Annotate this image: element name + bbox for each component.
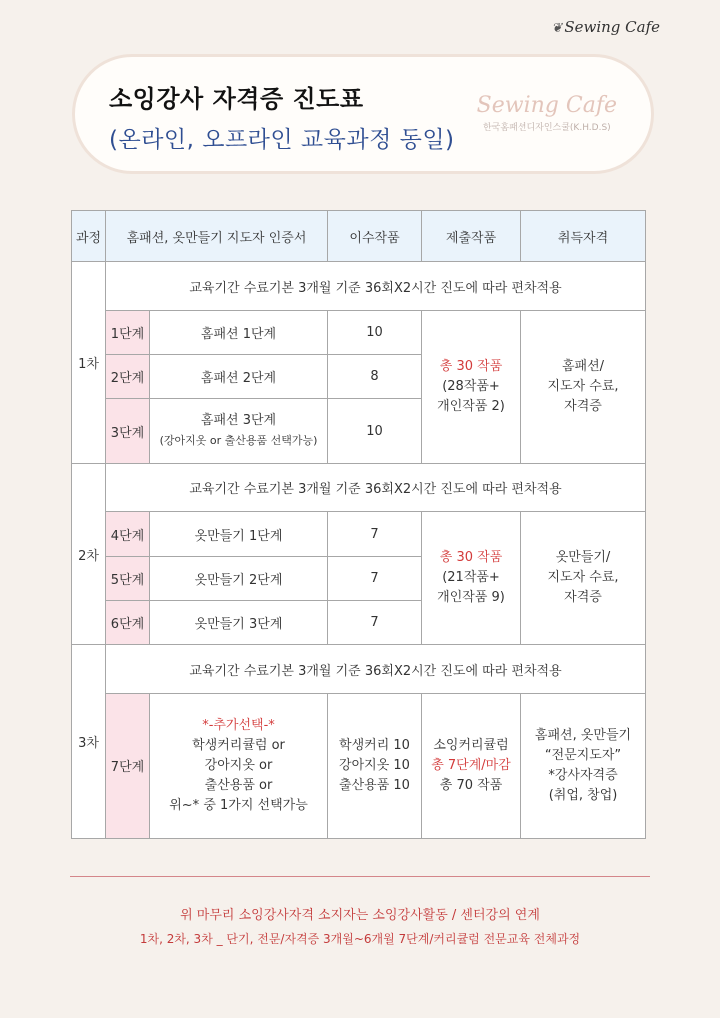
work-count-line: 학생커리 10: [339, 737, 410, 753]
submitted-detail: 개인작품 2): [437, 398, 505, 414]
certification-line: “전문지도자”: [544, 747, 622, 763]
step-label: 1단계: [106, 310, 150, 354]
curriculum-table: [71, 210, 646, 839]
table-row: [72, 512, 646, 556]
course-note: (강아지옷 or 출산용품 선택가능): [159, 434, 318, 448]
certification-line: 지도자 수료,: [547, 378, 619, 394]
work-count: 10: [328, 310, 422, 354]
submitted-detail: (28작품+: [442, 378, 500, 394]
header-course: 홈패션, 옷만들기 지도자 인증서: [106, 211, 328, 262]
work-count: 7: [328, 512, 422, 556]
course-name: 홈패션 1단계: [150, 310, 328, 354]
course-option: 강아지옷 or: [204, 757, 273, 773]
submitted-line: 소잉커리큘럼: [433, 737, 509, 753]
work-count: 7: [328, 556, 422, 600]
course-option: 학생커리큘럼 or: [192, 737, 285, 753]
course-option: 출산용품 or: [204, 777, 273, 793]
work-count: 10: [328, 399, 422, 464]
step-label: 5단계: [106, 556, 150, 600]
footer-note: 위 마무리 소잉강사자격 소지자는 소잉강사활동 / 센터강의 연계: [180, 908, 540, 923]
table-row: [72, 463, 646, 511]
certification-cell: [521, 693, 646, 838]
header-certification: 취득자격: [521, 211, 646, 262]
period-notice: 교육기간 수료기본 3개월 기준 36회X2시간 진도에 따라 편차적용: [106, 463, 646, 511]
banner-logo-name: Sewing Cafe: [476, 93, 617, 118]
certification-line: 지도자 수료,: [547, 570, 619, 586]
course-name: 옷만들기 3단계: [150, 601, 328, 645]
certification-cell: [521, 512, 646, 645]
footer-divider: [70, 876, 650, 877]
table-row: [72, 262, 646, 310]
certification-line: 홈패션, 옷만들기: [534, 727, 632, 743]
submitted-works-cell: [422, 512, 521, 645]
course-name: 옷만들기 1단계: [150, 512, 328, 556]
certification-line: 자격증: [564, 590, 602, 606]
work-count-line: 강아지옷 10: [339, 757, 410, 773]
banner-logo: [477, 93, 617, 133]
page-title: 소잉강사 자격증 진도표: [109, 85, 364, 113]
table-row: [72, 693, 646, 838]
submitted-detail: (21작품+: [442, 570, 500, 586]
step-label: 3단계: [106, 399, 150, 464]
step-label: 2단계: [106, 355, 150, 399]
certification-line: 옷만들기/: [555, 550, 611, 566]
header-submitted-works: 제출작품: [422, 211, 521, 262]
step-label: 7단계: [106, 693, 150, 838]
course-option: 위~* 중 1가지 선택가능: [169, 797, 308, 813]
course-name: 홈패션 3단계: [200, 413, 277, 429]
period-notice: 교육기간 수료기본 3개월 기준 36회X2시간 진도에 따라 편차적용: [106, 645, 646, 693]
table-header-row: [72, 211, 646, 262]
step-label: 6단계: [106, 601, 150, 645]
submitted-total: 총 30 작품: [439, 358, 503, 374]
top-brand-logo: [551, 18, 660, 36]
course-name-cell: [150, 399, 328, 464]
course-name: 홈패션 2단계: [150, 355, 328, 399]
header-phase: 과정: [72, 211, 106, 262]
certification-line: *강사자격증: [548, 767, 618, 783]
work-count-line: 출산용품 10: [339, 777, 410, 793]
phase-label: 1차: [72, 262, 106, 464]
course-name: 옷만들기 2단계: [150, 556, 328, 600]
certification-line: 홈패션/: [561, 358, 605, 374]
certification-line: (취업, 창업): [548, 787, 618, 803]
title-banner: [72, 54, 654, 174]
banner-logo-subtitle: 한국홈패션디자인스쿨(K.H.D.S): [482, 123, 611, 133]
submitted-line: 총 7단계/마감: [431, 757, 511, 773]
work-count-cell: [328, 693, 422, 838]
footer-detail: 1차, 2차, 3차 _ 단기, 전문/자격증 3개월~6개월 7단계/커리큘럼 전문교육 전체과정: [139, 932, 581, 946]
work-count: 7: [328, 601, 422, 645]
certification-cell: [521, 310, 646, 463]
submitted-works-cell: [422, 693, 521, 838]
top-brand-text: Sewing Cafe: [564, 18, 660, 36]
period-notice: 교육기간 수료기본 3개월 기준 36회X2시간 진도에 따라 편차적용: [106, 262, 646, 310]
submitted-total: 총 30 작품: [439, 550, 503, 566]
header-completed-works: 이수작품: [328, 211, 422, 262]
course-options-cell: [150, 693, 328, 838]
submitted-detail: 개인작품 9): [437, 590, 505, 606]
certification-line: 자격증: [564, 398, 602, 414]
submitted-line: 총 70 작품: [439, 777, 503, 793]
table-row: [72, 310, 646, 354]
work-count: 8: [328, 355, 422, 399]
step-label: 4단계: [106, 512, 150, 556]
page-subtitle: (온라인, 오프라인 교육과정 동일): [109, 127, 455, 153]
submitted-works-cell: [422, 310, 521, 463]
phase-label: 2차: [72, 463, 106, 644]
course-option-title: *-추가선택-*: [202, 717, 275, 733]
leaf-icon: ❦: [551, 21, 563, 36]
table-row: [72, 645, 646, 693]
phase-label: 3차: [72, 645, 106, 839]
